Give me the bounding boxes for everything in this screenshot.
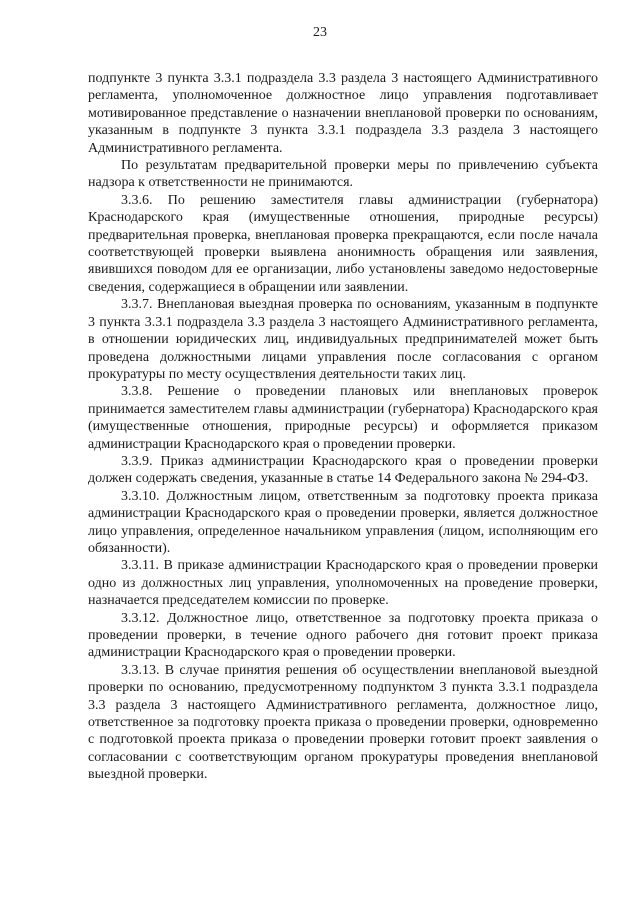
paragraph-3-3-9: 3.3.9. Приказ администрации Краснодарского края о проведении проверки должен содержать сведения, указанные в статье 14 Федерального закона № 294-ФЗ. xyxy=(88,453,598,487)
paragraph-3-3-13: 3.3.13. В случае принятия решения об осуществлении внеплановой выездной проверки по основанию, предусмотренному подпунктом 3 пункта 3.3.1 подраздела 3.3 раздела 3 настоящего Административного регламента, должностное лицо, ответственное за подготовку проекта приказа о проведении проверки, одновременно с подготовкой проекта приказа о проведении проверки готовит проект заявления о согласовании с соответствующим органом прокуратуры проведения внеплановой выездной проверки. xyxy=(88,662,598,783)
paragraph-3-3-12: 3.3.12. Должностное лицо, ответственное за подготовку проекта приказа о проведении проверки, в течение одного рабочего дня готовит проект приказа администрации Краснодарского края о проведении проверки. xyxy=(88,610,598,661)
paragraph-3-3-7: 3.3.7. Внеплановая выездная проверка по основаниям, указанным в подпункте 3 пункта 3.3.1 подраздела 3.3 раздела 3 настоящего Административного регламента, в отношении юридических лиц, индивидуальных предпринимателей может быть проведена должностными лицами управления после согласования с органом прокуратуры по месту осуществления деятельности таких лиц. xyxy=(88,297,598,382)
paragraph-continuation: подпункте 3 пункта 3.3.1 подраздела 3.3 раздела 3 настоящего Административного регламента, уполномоченное должностное лицо управления подготавливает мотивированное представление о назначении внеплановой проверки по основаниям, указанным в подпункте 3 пункта 3.3.1 подраздела 3.3 раздела 3 настоящего Административного регламента. xyxy=(88,71,598,156)
paragraph-3-3-6: 3.3.6. По решению заместителя главы администрации (губернатора) Краснодарского края (имущественные отношения, природные ресурсы) предварительная проверка, внеплановая проверка прекращаются, если после начала соответствующей проверки выявлена анонимность обращения или заявления, явившихся поводом для ее организации, либо установлены заведомо недостоверные сведения, содержащиеся в обращении или заявлении. xyxy=(88,192,598,295)
paragraph-3-3-11: 3.3.11. В приказе администрации Краснодарского края о проведении проверки одно из должностных лиц управления, уполномоченных на проведение проверки, назначается председателем комиссии по проверке. xyxy=(88,558,598,609)
page-number: 23 xyxy=(313,25,327,40)
paragraph-3-3-10: 3.3.10. Должностным лицом, ответственным за подготовку проекта приказа администрации Краснодарского края о проведении проверки, является должностное лицо управления, определенное начальником управления (лицом, исполняющим его обязанности). xyxy=(88,488,598,556)
paragraph-preliminary-check-result: По результатам предварительной проверки меры по привлечению субъекта надзора к ответственности не принимаются. xyxy=(88,158,598,191)
paragraph-3-3-8: 3.3.8. Решение о проведении плановых или внеплановых проверок принимается заместителем главы администрации (губернатора) Краснодарского края (имущественные отношения, природные ресурсы) и оформляется приказом администрации Краснодарского края о проведении проверки. xyxy=(88,384,598,452)
document-body xyxy=(88,70,598,784)
